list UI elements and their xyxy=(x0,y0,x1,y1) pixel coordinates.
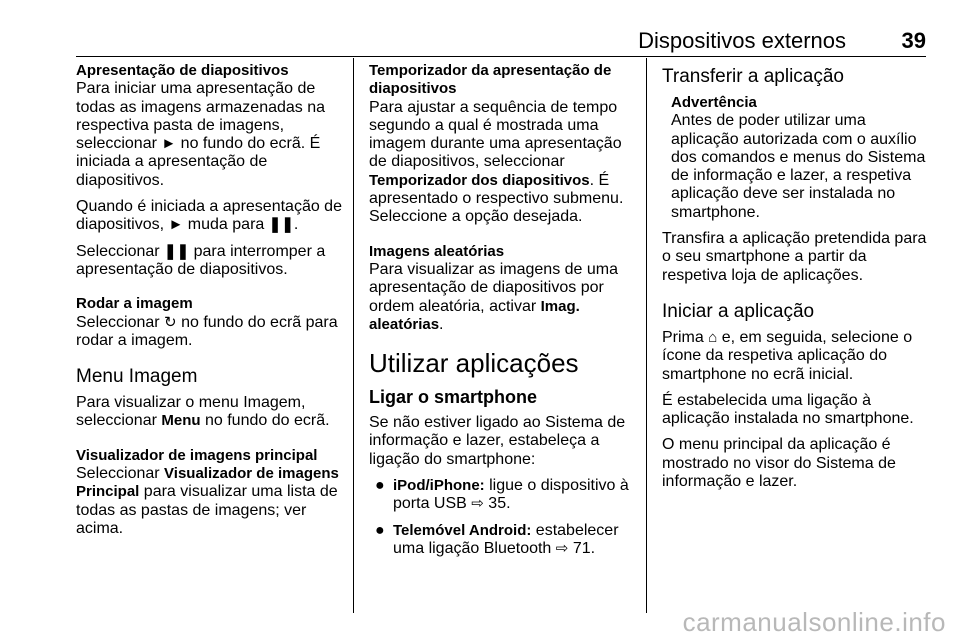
viewer-paragraph: Seleccionar Visualizador de imagens Principal para visualizar uma lista de todas as pastas de imagens; ver acima. xyxy=(76,465,339,537)
smartphone-paragraph: Se não estiver ligado ao Sistema de informação e lazer, estabeleça a ligação do smartphone: xyxy=(369,414,626,468)
column-divider-2 xyxy=(646,58,647,613)
column-divider-1 xyxy=(353,58,354,613)
pause-icon: ❚❚ xyxy=(164,242,190,260)
random-paragraph: Para visualizar as imagens de uma apresentação de diapositivos por ordem aleatória, activar Imag. aleatórias. xyxy=(369,260,619,333)
page-header xyxy=(76,28,926,54)
rotate-paragraph: Seleccionar ↻ no fundo do ecrã para rodar a imagem. xyxy=(76,313,338,349)
smartphone-heading: Ligar o smartphone xyxy=(369,387,538,408)
play-icon: ► xyxy=(161,135,177,153)
bullet-icon: ● xyxy=(375,521,385,539)
column-3 xyxy=(662,62,934,491)
running-title: Dispositivos externos xyxy=(638,28,846,53)
apps-heading: Utilizar aplicações xyxy=(369,348,579,379)
rotate-heading: Rodar a imagem xyxy=(76,295,193,313)
list-item: ● iPod/iPhone: ligue o dispositivo à porta USB ⇨ 35. xyxy=(375,477,629,513)
start-paragraph-2: É estabelecida uma ligação à aplicação instalada no smartphone. xyxy=(662,391,914,428)
page-number: 39 xyxy=(901,28,926,53)
random-heading: Imagens aleatórias xyxy=(369,242,505,260)
watermark: carmanualsonline.info xyxy=(682,607,946,637)
timer-paragraph: Para ajustar a sequência de tempo segundo a qual é mostrada uma imagem durante uma apresentação de diapositivos, seleccionar Temporizador dos diapositivos. É apresentado o respectivo submenu. Seleccione a opção desejada. xyxy=(369,98,624,226)
slideshow-paragraph-3: Seleccionar ❚❚ para interromper a apresentação de diapositivos. xyxy=(76,242,326,278)
play-icon: ► xyxy=(168,216,184,234)
start-heading: Iniciar a aplicação xyxy=(662,300,815,322)
warning-paragraph: Antes de poder utilizar uma aplicação autorizada com o auxílio dos comandos e menus do Sistema de informação e lazer, a respetiva aplicação deve ser instalada no smartphone. xyxy=(671,112,926,221)
bullet-icon: ● xyxy=(375,477,385,495)
slideshow-paragraph-2: Quando é iniciada a apresentação de diapositivos, ► muda para ❚❚. xyxy=(76,198,342,234)
column-1 xyxy=(76,62,348,538)
timer-heading: Temporizador da apresentação de diapositivos xyxy=(369,62,612,98)
column-2 xyxy=(369,62,641,566)
start-paragraph-1: Prima ⌂ e, em seguida, selecione o ícone da respetiva aplicação do smartphone no ecrã inicial. xyxy=(662,328,913,383)
transfer-paragraph: Transfira a aplicação pretendida para o seu smartphone a partir da respetiva loja de aplicações. xyxy=(662,230,927,284)
warning-heading: Advertência xyxy=(671,94,757,111)
pause-icon: ❚❚ xyxy=(268,216,294,234)
list-item: ● Telemóvel Android: estabelecer uma ligação Bluetooth ⇨ 71. xyxy=(375,521,619,557)
transfer-heading: Transferir a aplicação xyxy=(662,66,844,87)
reference-arrow-icon: ⇨ xyxy=(471,495,484,513)
header-rule xyxy=(76,56,926,57)
start-paragraph-3: O menu principal da aplicação é mostrado no visor do Sistema de informação e lazer. xyxy=(662,436,896,491)
rotate-icon: ↻ xyxy=(164,313,177,331)
reference-arrow-icon: ⇨ xyxy=(555,539,569,557)
menu-paragraph: Para visualizar o menu Imagem, seleccionar Menu no fundo do ecrã. xyxy=(76,394,330,430)
slideshow-paragraph-1: Para iniciar uma apresentação de todas as imagens armazenadas na respectiva pasta de imagens, seleccionar ► no fundo do ecrã. É iniciada a apresentação de diapositivos. xyxy=(76,80,326,189)
slideshow-heading: Apresentação de diapositivos xyxy=(76,62,289,79)
home-icon: ⌂ xyxy=(708,328,718,346)
viewer-heading: Visualizador de imagens principal xyxy=(76,446,318,464)
menu-heading: Menu Imagem xyxy=(76,366,198,388)
warning-note xyxy=(662,94,934,222)
